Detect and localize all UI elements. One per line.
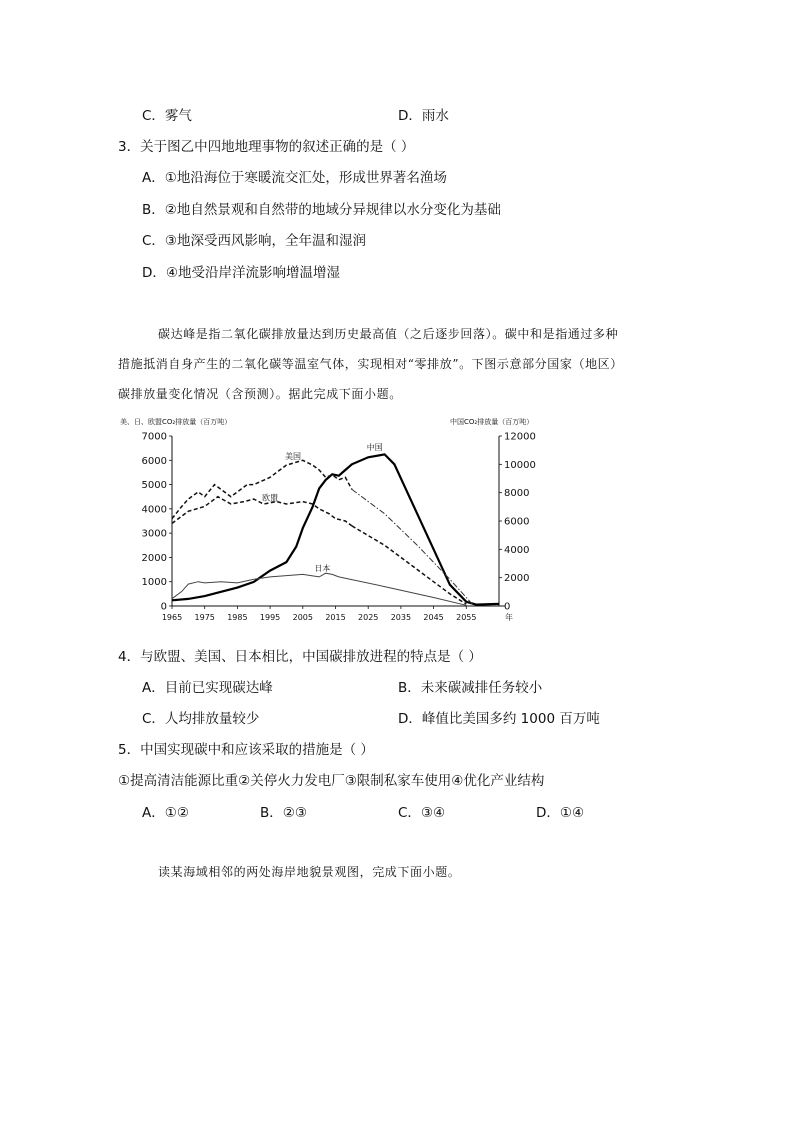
right-tick-label: 0 <box>504 601 511 613</box>
x-tick-label: 1965 <box>161 613 183 622</box>
q5-option-b: B．②③ <box>260 805 307 821</box>
q4-option-b: B．未来碳减排任务较小 <box>398 680 543 696</box>
right-tick-label: 6000 <box>504 516 530 528</box>
left-axis-label: 美、日、欧盟CO₂排放量（百万吨） <box>120 418 232 426</box>
q3-option-b: B．②地自然景观和自然带的地域分异规律以水分变化为基础 <box>142 202 501 218</box>
q4-option-a: A．目前已实现碳达峰 <box>142 680 273 696</box>
right-tick-label: 4000 <box>504 544 530 556</box>
co2-emission-chart <box>118 414 536 626</box>
series-label: 欧盟 <box>262 493 279 503</box>
series-line-1 <box>172 460 352 518</box>
x-tick-label: 2025 <box>358 613 379 622</box>
left-tick-label: 0 <box>160 601 167 613</box>
series-line-2 <box>352 489 473 604</box>
x-unit-label: 年 <box>505 613 513 622</box>
x-tick-label: 1995 <box>259 613 281 622</box>
q3-stem: 3．关于图乙中四地地理事物的叙述正确的是（ ） <box>118 139 415 155</box>
passage-carbon-line1: 碳达峰是指二氧化碳排放量达到历史最高值（之后逐步回落）。碳中和是指通过多种 <box>158 327 619 341</box>
series-label: 美国 <box>284 452 301 462</box>
x-tick-label: 2045 <box>423 613 444 622</box>
right-axis-label: 中国CO₂排放量（百万吨） <box>450 418 534 426</box>
left-tick-label: 4000 <box>141 504 167 516</box>
passage-carbon-line2: 措施抵消自身产生的二氧化碳等温室气体，实现相对“零排放”。下图示意部分国家（地区） <box>118 357 623 371</box>
left-tick-label: 5000 <box>141 480 167 492</box>
left-tick-label: 7000 <box>141 431 167 443</box>
left-tick-label: 3000 <box>141 528 167 540</box>
chart-series-labels <box>262 442 383 573</box>
q4-stem: 4．与欧盟、美国、日本相比，中国碳排放进程的特点是（ ） <box>118 649 482 665</box>
q4-option-d: D．峰值比美国多约 1000 百万吨 <box>398 711 600 727</box>
right-tick-label: 2000 <box>504 573 530 585</box>
right-tick-label: 8000 <box>504 488 530 500</box>
right-tick-label: 12000 <box>504 431 536 443</box>
x-tick-label: 2015 <box>325 613 346 622</box>
x-tick-label: 1975 <box>194 613 215 622</box>
x-tick-label: 2035 <box>390 613 412 622</box>
left-tick-label: 6000 <box>141 455 167 467</box>
q5-option-c: C．③④ <box>398 805 446 821</box>
q5-measures: ①提高清洁能源比重②关停火力发电厂③限制私家车使用④优化产业结构 <box>118 773 545 789</box>
q5-option-d: D．①④ <box>536 805 585 821</box>
q4-option-c: C．人均排放量较少 <box>142 711 260 727</box>
x-tick-label: 2005 <box>292 613 313 622</box>
series-line-5 <box>172 573 339 599</box>
left-tick-label: 1000 <box>141 577 167 589</box>
series-label: 日本 <box>314 563 331 573</box>
q2-option-d: D．雨水 <box>398 108 449 124</box>
left-tick-label: 2000 <box>141 552 167 564</box>
x-tick-label: 1985 <box>227 613 248 622</box>
right-tick-label: 10000 <box>504 459 536 471</box>
passage-coast: 读某海域相邻的两处海岸地貌景观图，完成下面小题。 <box>158 865 461 879</box>
q2-option-c: C．雾气 <box>142 108 192 124</box>
q3-option-c: C．③地深受西风影响，全年温和湿润 <box>142 233 367 249</box>
q5-option-a: A．①② <box>142 805 189 821</box>
x-tick-label: 2055 <box>456 613 477 622</box>
q5-stem: 5．中国实现碳中和应该采取的措施是（ ） <box>118 742 374 758</box>
chart-axes <box>172 436 505 606</box>
chart-ticks <box>142 432 536 623</box>
q3-option-a: A．①地沿海位于寒暖流交汇处，形成世界著名渔场 <box>142 170 447 186</box>
series-label: 中国 <box>366 443 383 453</box>
q3-option-d: D．④地受沿岸洋流影响增温增湿 <box>142 265 340 281</box>
passage-carbon-line3: 碳排放量变化情况（含预测）。据此完成下面小题。 <box>118 387 402 401</box>
chart-series <box>172 454 499 605</box>
